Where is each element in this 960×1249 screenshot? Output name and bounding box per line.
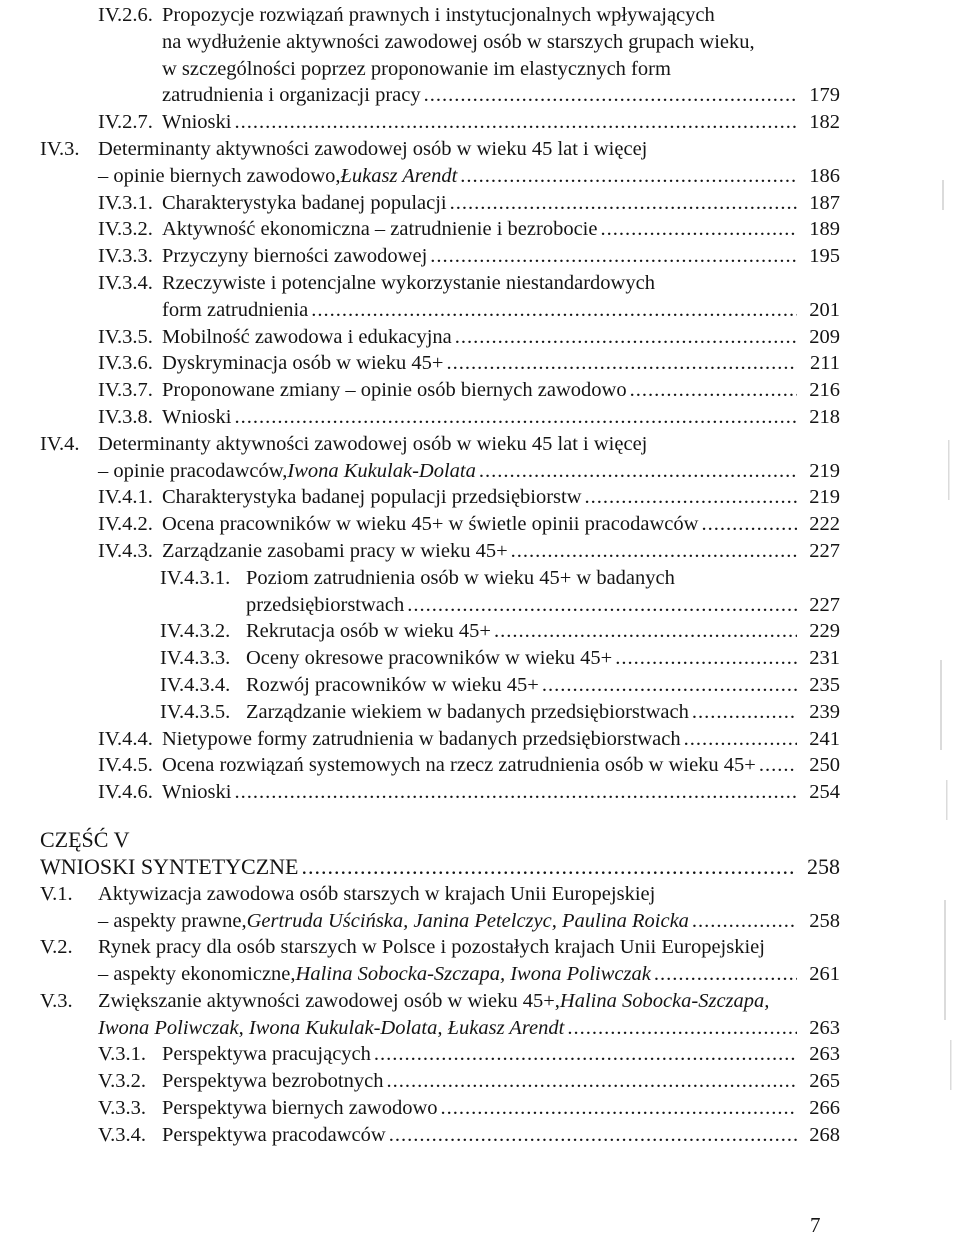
toc-section-number: IV.4.3.1. bbox=[160, 566, 231, 589]
toc-line bbox=[98, 908, 840, 935]
toc-line bbox=[98, 163, 840, 190]
toc-entry-body bbox=[246, 645, 840, 672]
toc-entry[interactable] bbox=[40, 934, 840, 988]
part-label: CZĘŚĆ V bbox=[40, 826, 130, 852]
toc-section-number: V.3.4. bbox=[98, 1123, 147, 1146]
toc-section-number: IV.3.8. bbox=[98, 405, 153, 428]
toc-entry[interactable] bbox=[40, 109, 840, 136]
toc-page-number: 182 bbox=[809, 111, 840, 134]
toc-page-number: 201 bbox=[809, 298, 840, 321]
toc-line bbox=[162, 270, 840, 297]
toc-entry-body bbox=[98, 431, 840, 485]
toc-entry[interactable] bbox=[40, 726, 840, 753]
toc-entry[interactable] bbox=[40, 538, 840, 565]
toc-entry[interactable] bbox=[40, 881, 840, 935]
toc-title-text: Wnioski bbox=[162, 405, 232, 428]
toc-line bbox=[162, 56, 840, 83]
toc-entry-body bbox=[246, 565, 840, 619]
dot-leader bbox=[479, 458, 797, 485]
toc-page-number: 258 bbox=[807, 853, 840, 879]
toc-title-text: przedsiębiorstwach bbox=[246, 593, 405, 616]
toc-page-number: 231 bbox=[809, 647, 840, 670]
toc-title-text: Perspektywa biernych zawodowo bbox=[162, 1097, 438, 1120]
toc-entry[interactable] bbox=[40, 350, 840, 377]
toc-title-text: Charakterystyka badanej populacji przedsiębiorstw bbox=[162, 486, 582, 509]
toc-line bbox=[162, 29, 840, 56]
toc-page-number: 263 bbox=[809, 1043, 840, 1066]
dot-leader bbox=[450, 190, 797, 217]
dot-leader bbox=[630, 377, 797, 404]
toc-entry[interactable] bbox=[40, 484, 840, 511]
toc-entry-body bbox=[162, 243, 840, 270]
toc-entry-body bbox=[162, 1041, 840, 1068]
toc-page-number: 227 bbox=[809, 593, 840, 616]
toc-page-number: 265 bbox=[809, 1070, 840, 1093]
toc-line bbox=[98, 136, 840, 163]
table-of-contents bbox=[40, 2, 840, 1149]
toc-section-number: IV.4.6. bbox=[98, 781, 153, 804]
dot-leader bbox=[301, 854, 797, 881]
toc-line bbox=[162, 1122, 840, 1149]
dot-leader bbox=[600, 216, 797, 243]
toc-title-text: – aspekty ekonomiczne, bbox=[98, 963, 296, 986]
toc-entry-body bbox=[162, 511, 840, 538]
toc-entry[interactable] bbox=[40, 511, 840, 538]
toc-line bbox=[40, 854, 840, 881]
toc-entry[interactable] bbox=[40, 324, 840, 351]
toc-page-number: 195 bbox=[809, 245, 840, 268]
dot-leader bbox=[446, 350, 797, 377]
toc-line bbox=[98, 1015, 840, 1042]
toc-title-text: Wnioski bbox=[162, 781, 232, 804]
toc-entry-body bbox=[162, 726, 840, 753]
toc-entry[interactable] bbox=[40, 672, 840, 699]
toc-title-text: Perspektywa pracodawców bbox=[162, 1123, 386, 1146]
toc-line bbox=[246, 618, 840, 645]
toc-author: Halina Sobocka-Szczapa, Iwona Poliwczak bbox=[295, 963, 651, 986]
toc-line bbox=[162, 538, 840, 565]
toc-entry-body bbox=[98, 136, 840, 190]
toc-section-number: V.3.1. bbox=[98, 1043, 147, 1066]
toc-line bbox=[162, 243, 840, 270]
toc-line bbox=[98, 988, 840, 1015]
toc-page-number: 235 bbox=[809, 673, 840, 696]
dot-leader bbox=[374, 1041, 797, 1068]
toc-title-text: Zarządzanie zasobami pracy w wieku 45+ bbox=[162, 539, 508, 562]
toc-section-number: IV.4.3.5. bbox=[160, 700, 231, 723]
dot-leader bbox=[455, 324, 797, 351]
toc-page-number: 250 bbox=[809, 754, 840, 777]
toc-title-text: Mobilność zawodowa i edukacyjna bbox=[162, 325, 452, 348]
dot-leader bbox=[407, 592, 797, 619]
toc-entry[interactable] bbox=[40, 752, 840, 779]
dot-leader bbox=[684, 726, 797, 753]
toc-entry-body bbox=[162, 216, 840, 243]
toc-line bbox=[246, 699, 840, 726]
toc-line bbox=[98, 431, 840, 458]
dot-leader bbox=[389, 1122, 797, 1149]
toc-entry[interactable] bbox=[40, 216, 840, 243]
toc-title-text: Perspektywa pracujących bbox=[162, 1043, 371, 1066]
toc-line bbox=[162, 109, 840, 136]
toc-page-number: 241 bbox=[809, 727, 840, 750]
dot-leader bbox=[234, 109, 797, 136]
dot-leader bbox=[311, 297, 797, 324]
dot-leader bbox=[460, 163, 797, 190]
toc-page-number: 222 bbox=[809, 513, 840, 536]
toc-entry[interactable] bbox=[40, 190, 840, 217]
toc-entry[interactable] bbox=[40, 404, 840, 431]
toc-section-number: IV.3.5. bbox=[98, 325, 153, 348]
toc-entry[interactable] bbox=[40, 136, 840, 190]
dot-leader bbox=[692, 699, 797, 726]
toc-entry[interactable] bbox=[40, 1041, 840, 1068]
toc-entry-body bbox=[162, 538, 840, 565]
toc-line bbox=[162, 216, 840, 243]
scan-noise-decoration bbox=[936, 140, 956, 1220]
toc-line bbox=[98, 458, 840, 485]
toc-title-text: w szczególności poprzez proponowanie im elastycznych form bbox=[162, 57, 671, 80]
toc-section-number: IV.3.1. bbox=[98, 191, 153, 214]
toc-section-number: V.2. bbox=[40, 936, 73, 959]
toc-entry-body bbox=[162, 779, 840, 806]
part-title-body bbox=[40, 854, 840, 881]
toc-entry-body bbox=[246, 699, 840, 726]
toc-section-number: IV.2.6. bbox=[98, 4, 153, 26]
toc-section-number: V.3.2. bbox=[98, 1070, 147, 1093]
toc-line bbox=[162, 324, 840, 351]
toc-entry-body bbox=[98, 881, 840, 935]
toc-line bbox=[162, 190, 840, 217]
toc-entry[interactable] bbox=[40, 618, 840, 645]
toc-page-number: 229 bbox=[809, 620, 840, 643]
toc-entry[interactable] bbox=[40, 645, 840, 672]
toc-entry-body bbox=[162, 1095, 840, 1122]
toc-section-number: IV.4. bbox=[40, 432, 80, 455]
toc-page-number: 261 bbox=[809, 963, 840, 986]
toc-entry[interactable] bbox=[40, 1095, 840, 1122]
page-number: 7 bbox=[810, 1213, 821, 1237]
toc-entry-body bbox=[162, 324, 840, 351]
dot-leader bbox=[692, 908, 797, 935]
toc-entry[interactable] bbox=[40, 2, 840, 109]
toc-section-number: IV.4.2. bbox=[98, 513, 153, 536]
dot-leader bbox=[441, 1095, 797, 1122]
toc-entry-body bbox=[162, 109, 840, 136]
toc-entry[interactable] bbox=[40, 270, 840, 324]
toc-author: Iwona Kukulak-Dolata bbox=[287, 459, 476, 482]
toc-section-number: IV.3.4. bbox=[98, 271, 153, 294]
toc-title-text: Wnioski bbox=[162, 111, 232, 134]
dot-leader bbox=[585, 484, 797, 511]
part-title[interactable] bbox=[40, 854, 840, 881]
toc-title-text: Zarządzanie wiekiem w badanych przedsiębiorstwach bbox=[246, 700, 689, 723]
toc-section-number: IV.3.6. bbox=[98, 352, 153, 375]
toc-line bbox=[246, 672, 840, 699]
toc-author: Halina Sobocka-Szczapa, bbox=[559, 989, 770, 1012]
toc-section-number: IV.3.2. bbox=[98, 218, 153, 241]
toc-page-number: 266 bbox=[809, 1097, 840, 1120]
toc-page-number: 211 bbox=[810, 352, 840, 375]
toc-title-text: Rynek pracy dla osób starszych w Polsce i pozostałych krajach Unii Europejskiej bbox=[98, 936, 765, 959]
toc-line bbox=[246, 565, 840, 592]
toc-page-number: 219 bbox=[809, 459, 840, 482]
toc-entry-body bbox=[162, 270, 840, 324]
toc-section-number: V.3.3. bbox=[98, 1097, 147, 1120]
toc-section-number: IV.4.3.3. bbox=[160, 647, 231, 670]
dot-leader bbox=[615, 645, 797, 672]
toc-title-text: Poziom zatrudnienia osób w wieku 45+ w badanych bbox=[246, 566, 675, 589]
toc-section-number: IV.4.3.4. bbox=[160, 673, 231, 696]
toc-title-text: Aktywizacja zawodowa osób starszych w krajach Unii Europejskiej bbox=[98, 882, 656, 905]
toc-section-number: IV.4.3.2. bbox=[160, 620, 231, 643]
toc-page-number: 258 bbox=[809, 909, 840, 932]
toc-line bbox=[246, 645, 840, 672]
toc-section-number: IV.2.7. bbox=[98, 111, 153, 134]
toc-title-text: Aktywność ekonomiczna – zatrudnienie i bezrobocie bbox=[162, 218, 598, 241]
toc-entry[interactable] bbox=[40, 699, 840, 726]
dot-leader bbox=[759, 752, 797, 779]
toc-line bbox=[98, 881, 840, 908]
toc-page-number: 218 bbox=[809, 405, 840, 428]
toc-page-number: 268 bbox=[809, 1123, 840, 1146]
toc-page-number: 187 bbox=[809, 191, 840, 214]
toc-line bbox=[162, 2, 840, 29]
toc-entry-body bbox=[246, 618, 840, 645]
toc-title-text: Charakterystyka badanej populacji bbox=[162, 191, 447, 214]
toc-line bbox=[162, 297, 840, 324]
dot-leader bbox=[567, 1015, 797, 1042]
toc-entry-body bbox=[246, 672, 840, 699]
toc-section-number: IV.3.7. bbox=[98, 379, 153, 402]
toc-page-number: 189 bbox=[809, 218, 840, 241]
toc-line bbox=[162, 1041, 840, 1068]
toc-section-number: IV.4.4. bbox=[98, 727, 153, 750]
toc-line bbox=[98, 961, 840, 988]
dot-leader bbox=[654, 961, 797, 988]
toc-line bbox=[162, 377, 840, 404]
toc-line bbox=[162, 1068, 840, 1095]
toc-page-number: 216 bbox=[809, 379, 840, 402]
toc-line bbox=[246, 592, 840, 619]
toc-title-text: Rekrutacja osób w wieku 45+ bbox=[246, 620, 491, 643]
toc-line bbox=[162, 511, 840, 538]
toc-line bbox=[162, 1095, 840, 1122]
toc-entry-body bbox=[162, 190, 840, 217]
toc-line bbox=[162, 82, 840, 109]
toc-page-number: 227 bbox=[809, 539, 840, 562]
toc-section-number: IV.4.3. bbox=[98, 539, 153, 562]
toc-title-text: zatrudnienia i organizacji pracy bbox=[162, 84, 421, 107]
toc-entry-body bbox=[162, 1122, 840, 1149]
toc-author: Iwona Poliwczak, Iwona Kukulak-Dolata, Łukasz Arendt bbox=[98, 1016, 565, 1039]
toc-entry[interactable] bbox=[40, 1068, 840, 1095]
toc-page-number: 209 bbox=[809, 325, 840, 348]
toc-section-number: IV.3. bbox=[40, 137, 80, 160]
toc-entry[interactable] bbox=[40, 431, 840, 485]
toc-entry[interactable] bbox=[40, 1122, 840, 1149]
toc-title-text: Determinanty aktywności zawodowej osób w wieku 45 lat i więcej bbox=[98, 137, 648, 160]
toc-title-text: Przyczyny bierności zawodowej bbox=[162, 245, 428, 268]
toc-title-text: form zatrudnienia bbox=[162, 298, 309, 321]
dot-leader bbox=[430, 243, 797, 270]
toc-title-text: Zwiększanie aktywności zawodowej osób w wieku 45+, bbox=[98, 989, 560, 1012]
toc-entry[interactable] bbox=[40, 988, 840, 1042]
toc-line bbox=[98, 934, 840, 961]
dot-leader bbox=[234, 404, 797, 431]
toc-page-number: 179 bbox=[809, 84, 840, 107]
dot-leader bbox=[494, 618, 797, 645]
toc-entry-body bbox=[98, 988, 840, 1042]
toc-page-number: 254 bbox=[809, 781, 840, 804]
toc-title-text: Oceny okresowe pracowników w wieku 45+ bbox=[246, 647, 613, 670]
toc-entry[interactable] bbox=[40, 377, 840, 404]
toc-entry-body bbox=[162, 404, 840, 431]
toc-author: Łukasz Arendt bbox=[340, 164, 458, 187]
toc-entry-body bbox=[162, 2, 840, 109]
toc-title-text: – aspekty prawne, bbox=[98, 909, 247, 932]
toc-entry-body bbox=[162, 377, 840, 404]
toc-title-text: Propozycje rozwiązań prawnych i instytucjonalnych wpływających bbox=[162, 4, 715, 26]
dot-leader bbox=[542, 672, 797, 699]
dot-leader bbox=[234, 779, 797, 806]
dot-leader bbox=[424, 82, 797, 109]
toc-page-number: 186 bbox=[809, 164, 840, 187]
toc-entry[interactable] bbox=[40, 243, 840, 270]
toc-line bbox=[162, 404, 840, 431]
dot-leader bbox=[701, 511, 797, 538]
toc-title-text: Determinanty aktywności zawodowej osób w wieku 45 lat i więcej bbox=[98, 432, 648, 455]
toc-title-text: Rzeczywiste i potencjalne wykorzystanie niestandardowych bbox=[162, 271, 655, 294]
toc-page-number: 239 bbox=[809, 700, 840, 723]
toc-title-text: – opinie pracodawców, bbox=[98, 459, 288, 482]
toc-section-number: V.1. bbox=[40, 882, 73, 905]
toc-section-number: V.3. bbox=[40, 989, 73, 1012]
toc-title-text: – opinie biernych zawodowo, bbox=[98, 164, 341, 187]
toc-title-text: Nietypowe formy zatrudnienia w badanych przedsiębiorstwach bbox=[162, 727, 681, 750]
toc-title-text: Ocena rozwiązań systemowych na rzecz zatrudnienia osób w wieku 45+ bbox=[162, 754, 756, 777]
toc-entry-body bbox=[162, 484, 840, 511]
toc-page-number: 263 bbox=[809, 1016, 840, 1039]
toc-entry[interactable] bbox=[40, 565, 840, 619]
toc-line bbox=[162, 752, 840, 779]
toc-entry-body bbox=[162, 1068, 840, 1095]
toc-title-text: Rozwój pracowników w wieku 45+ bbox=[246, 673, 539, 696]
toc-entry-body bbox=[162, 350, 840, 377]
toc-line bbox=[162, 726, 840, 753]
toc-title-text: Perspektywa bezrobotnych bbox=[162, 1070, 384, 1093]
toc-section-number: IV.4.1. bbox=[98, 486, 153, 509]
toc-title-text: Ocena pracowników w wieku 45+ w świetle opinii pracodawców bbox=[162, 513, 699, 536]
toc-line bbox=[162, 350, 840, 377]
toc-title-text: Proponowane zmiany – opinie osób biernych zawodowo bbox=[162, 379, 627, 402]
toc-line bbox=[162, 779, 840, 806]
toc-entry-body bbox=[98, 934, 840, 988]
toc-author: Gertruda Uścińska, Janina Petelczyc, Paulina Roicka bbox=[246, 909, 689, 932]
toc-title-text: Dyskryminacja osób w wieku 45+ bbox=[162, 352, 444, 375]
toc-entry-body bbox=[162, 752, 840, 779]
toc-section-number: IV.4.5. bbox=[98, 754, 153, 777]
dot-leader bbox=[511, 538, 797, 565]
dot-leader bbox=[386, 1068, 797, 1095]
toc-section-number: IV.3.3. bbox=[98, 245, 153, 268]
toc-page-number: 219 bbox=[809, 486, 840, 509]
toc-line bbox=[162, 484, 840, 511]
toc-entry[interactable] bbox=[40, 779, 840, 806]
part-title-text: WNIOSKI SYNTETYCZNE bbox=[40, 853, 299, 879]
toc-title-text: na wydłużenie aktywności zawodowej osób w starszych grupach wieku, bbox=[162, 30, 755, 53]
